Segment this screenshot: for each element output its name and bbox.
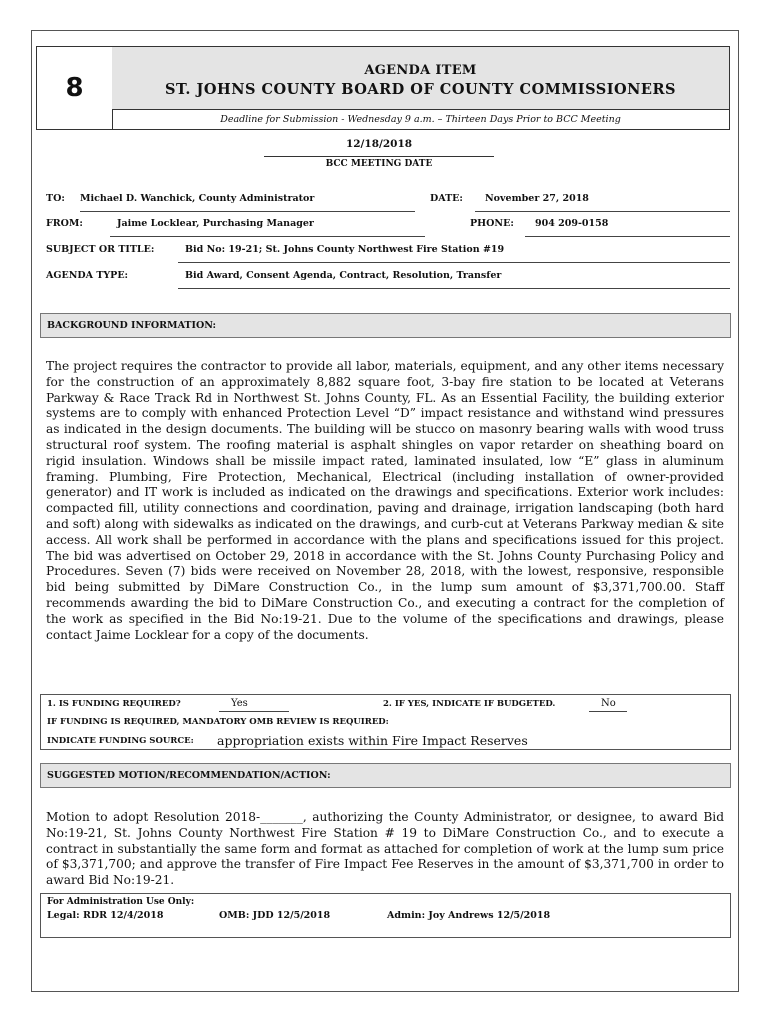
omb-signoff: OMB: JDD 12/5/2018 bbox=[219, 910, 331, 921]
meeting-date-label: BCC MEETING DATE bbox=[325, 159, 433, 169]
date-underline bbox=[475, 211, 730, 212]
phone-value: 904 209-0158 bbox=[535, 218, 609, 229]
header-line1: AGENDA ITEM bbox=[364, 63, 477, 78]
subject-label: SUBJECT OR TITLE: bbox=[46, 244, 155, 255]
admin-label: For Administration Use Only: bbox=[47, 897, 195, 907]
phone-label: PHONE: bbox=[470, 218, 514, 229]
admin-box bbox=[40, 893, 731, 938]
motion-heading: SUGGESTED MOTION/RECOMMENDATION/ACTION: bbox=[40, 763, 731, 788]
legal-signoff: Legal: RDR 12/4/2018 bbox=[47, 910, 164, 921]
agenda-type-underline bbox=[178, 288, 730, 289]
funding-required-label: 1. IS FUNDING REQUIRED? bbox=[47, 699, 181, 709]
header-title bbox=[112, 46, 730, 110]
background-heading: BACKGROUND INFORMATION: bbox=[40, 313, 731, 338]
admin-signoff: Admin: Joy Andrews 12/5/2018 bbox=[387, 910, 551, 921]
budgeted-value: No bbox=[601, 698, 616, 709]
agenda-type-label: AGENDA TYPE: bbox=[46, 270, 129, 281]
from-value: Jaime Locklear, Purchasing Manager bbox=[117, 218, 314, 229]
meeting-date-rule bbox=[264, 156, 494, 157]
funding-source-value: appropriation exists within Fire Impact Reserves bbox=[217, 733, 528, 748]
header-line2: ST. JOHNS COUNTY BOARD OF COUNTY COMMISSIONERS bbox=[165, 81, 676, 98]
background-text: The project requires the contractor to provide all labor, materials, equipment, and any other items necessary for the construction of an approximately 8,882 square foot, 3-bay fire station to be located at Veterans Parkway & Race Track Rd in Northwest St. Johns County, FL. As an Essential Facility, the building exterior systems are to comply with enhanced Protection Level “D” impact resistance and withstand wind pressures as indicated in the design documents. The building will be stucco on masonry bearing walls with wood truss structural roof system. The roofing material is asphalt shingles on vapor retarder on sheathing board on rigid insulation. Windows shall be missile impact rated, laminated insulated, low “E” glass in aluminum framing. Plumbing, Fire Protection, Mechanical, Electrical (including installation of owner-provided generator) and IT work is included as indicated on the drawings and specifications. Exterior work includes: compacted fill, utility connections and coordination, paving and drainage, irrigation landscaping (both hard and soft) along with sidewalks as indicated on the drawings, and curb-cut at Veterans Parkway median & site access. All work shall be performed in accordance with the plans and specifications issued for this project. The bid was advertised on October 29, 2018 in accordance with the St. Johns County Purchasing Policy and Procedures. Seven (7) bids were received on November 28, 2018, with the lowest, responsive, responsible bid being submitted by DiMare Construction Co., in the lump sum amount of $3,371,700.00. Staff recommends awarding the bid to DiMare Construction Co., and executing a contract for the completion of the work as specified in the Bid No:19-21. Due to the volume of the specifications and drawings, please contact Jaime Locklear for a copy of the documents. bbox=[46, 359, 724, 642]
budgeted-underline bbox=[589, 711, 627, 712]
meeting-date: 12/18/2018 bbox=[345, 138, 413, 150]
motion-text: Motion to adopt Resolution 2018-_______, authorizing the County Administrator, or designee, to award Bid No:19-21, St. Johns County Northwest Fire Station # 19 to DiMare Construction Co., and to execute a contract in substantially the same form and format as attached for completion of work at the lump sum price of $3,371,700; and approve the transfer of Fire Impact Fee Reserves in the amount of $3,371,700 in order to award Bid No:19-21. bbox=[46, 810, 724, 888]
to-underline bbox=[80, 211, 415, 212]
agenda-type-value: Bid Award, Consent Agenda, Contract, Resolution, Transfer bbox=[185, 270, 502, 281]
subject-value: Bid No: 19-21; St. Johns County Northwest Fire Station #19 bbox=[185, 244, 505, 255]
agenda-header bbox=[36, 46, 730, 130]
date-value: November 27, 2018 bbox=[485, 193, 589, 204]
budgeted-label: 2. IF YES, INDICATE IF BUDGETED. bbox=[383, 699, 556, 709]
date-label: DATE: bbox=[430, 193, 463, 204]
funding-required-underline bbox=[219, 711, 289, 712]
from-underline bbox=[110, 236, 425, 237]
funding-required-value: Yes bbox=[231, 698, 248, 709]
to-value: Michael D. Wanchick, County Administrator bbox=[80, 193, 315, 204]
funding-source-label: INDICATE FUNDING SOURCE: bbox=[47, 736, 194, 746]
item-number: 8 bbox=[36, 46, 113, 130]
omb-note: IF FUNDING IS REQUIRED, MANDATORY OMB REVIEW IS REQUIRED: bbox=[47, 717, 389, 727]
funding-box bbox=[40, 694, 731, 750]
deadline-note: Deadline for Submission - Wednesday 9 a.m. – Thirteen Days Prior to BCC Meeting bbox=[112, 109, 730, 130]
from-label: FROM: bbox=[46, 218, 83, 229]
phone-underline bbox=[525, 236, 730, 237]
to-label: TO: bbox=[46, 193, 65, 204]
subject-underline bbox=[178, 262, 730, 263]
